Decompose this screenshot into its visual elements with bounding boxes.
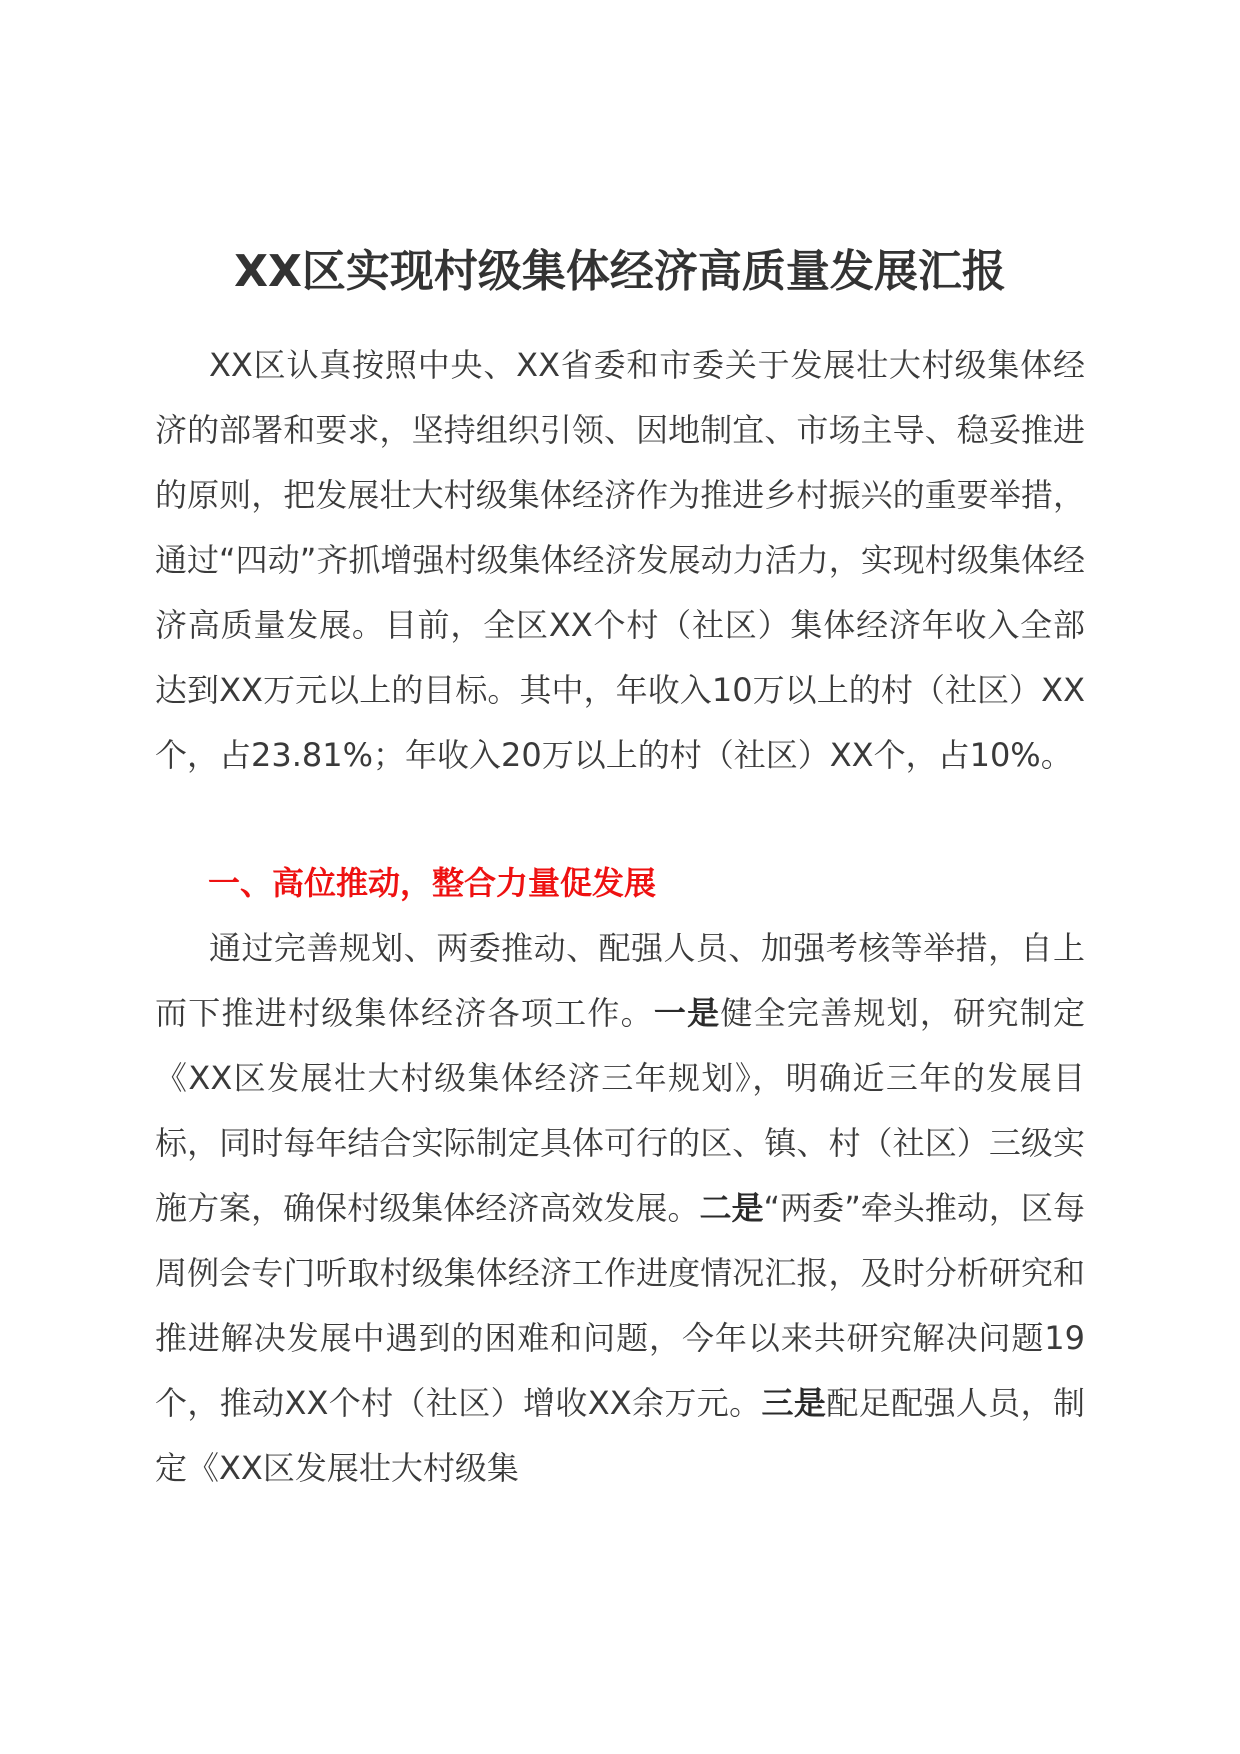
section1-paragraph xyxy=(155,916,1085,1501)
intro-paragraph: XX区认真按照中央、XX省委和市委关于发展壮大村级集体经济的部署和要求，坚持组织引领、因地制宜、市场主导、稳妥推进的原则，把发展壮大村级集体经济作为推进乡村振兴的重要举措，通过“四动”齐抓增强村级集体经济发展动力活力，实现村级集体经济高质量发展。目前，全区XX个村（社区）集体经济年收入全部达到XX万元以上的目标。其中，年收入10万以上的村（社区）XX个，占23.81%；年收入20万以上的村（社区）XX个，占10%。 xyxy=(155,346,1085,774)
document-title: XX区实现村级集体经济高质量发展汇报 xyxy=(234,246,1006,297)
section-heading-1: 一、高位推动，整合力量促发展 xyxy=(208,864,657,902)
lead-phrase-3: 三是 xyxy=(761,1384,827,1422)
section1-text-b: 健全完善规划，研究制定《XX区发展壮大村级集体经济三年规划》，明确近三年的发展目标，同时每年结合实际制定具体可行的区、镇、村（社区）三级实施方案，确保村级集体经济高效发展。 xyxy=(155,994,1085,1227)
section1-text-c: “两委”牵头推动，区每周例会专门听取村级集体经济工作进度情况汇报，及时分析研究和推进解决发展中遇到的困难和问题，今年以来共研究解决问题19个，推动XX个村（社区）增收XX余万元。 xyxy=(155,1189,1085,1422)
lead-phrase-1: 一是 xyxy=(653,994,721,1032)
section1-text-a: 通过完善规划、两委推动、配强人员、加强考核等举措，自上而下推进村级集体经济各项工作。 xyxy=(155,929,1085,1032)
section1-text-d: 配足配强人员，制定《XX区发展壮大村级集 xyxy=(155,1384,1085,1487)
lead-phrase-2: 二是 xyxy=(699,1189,764,1227)
